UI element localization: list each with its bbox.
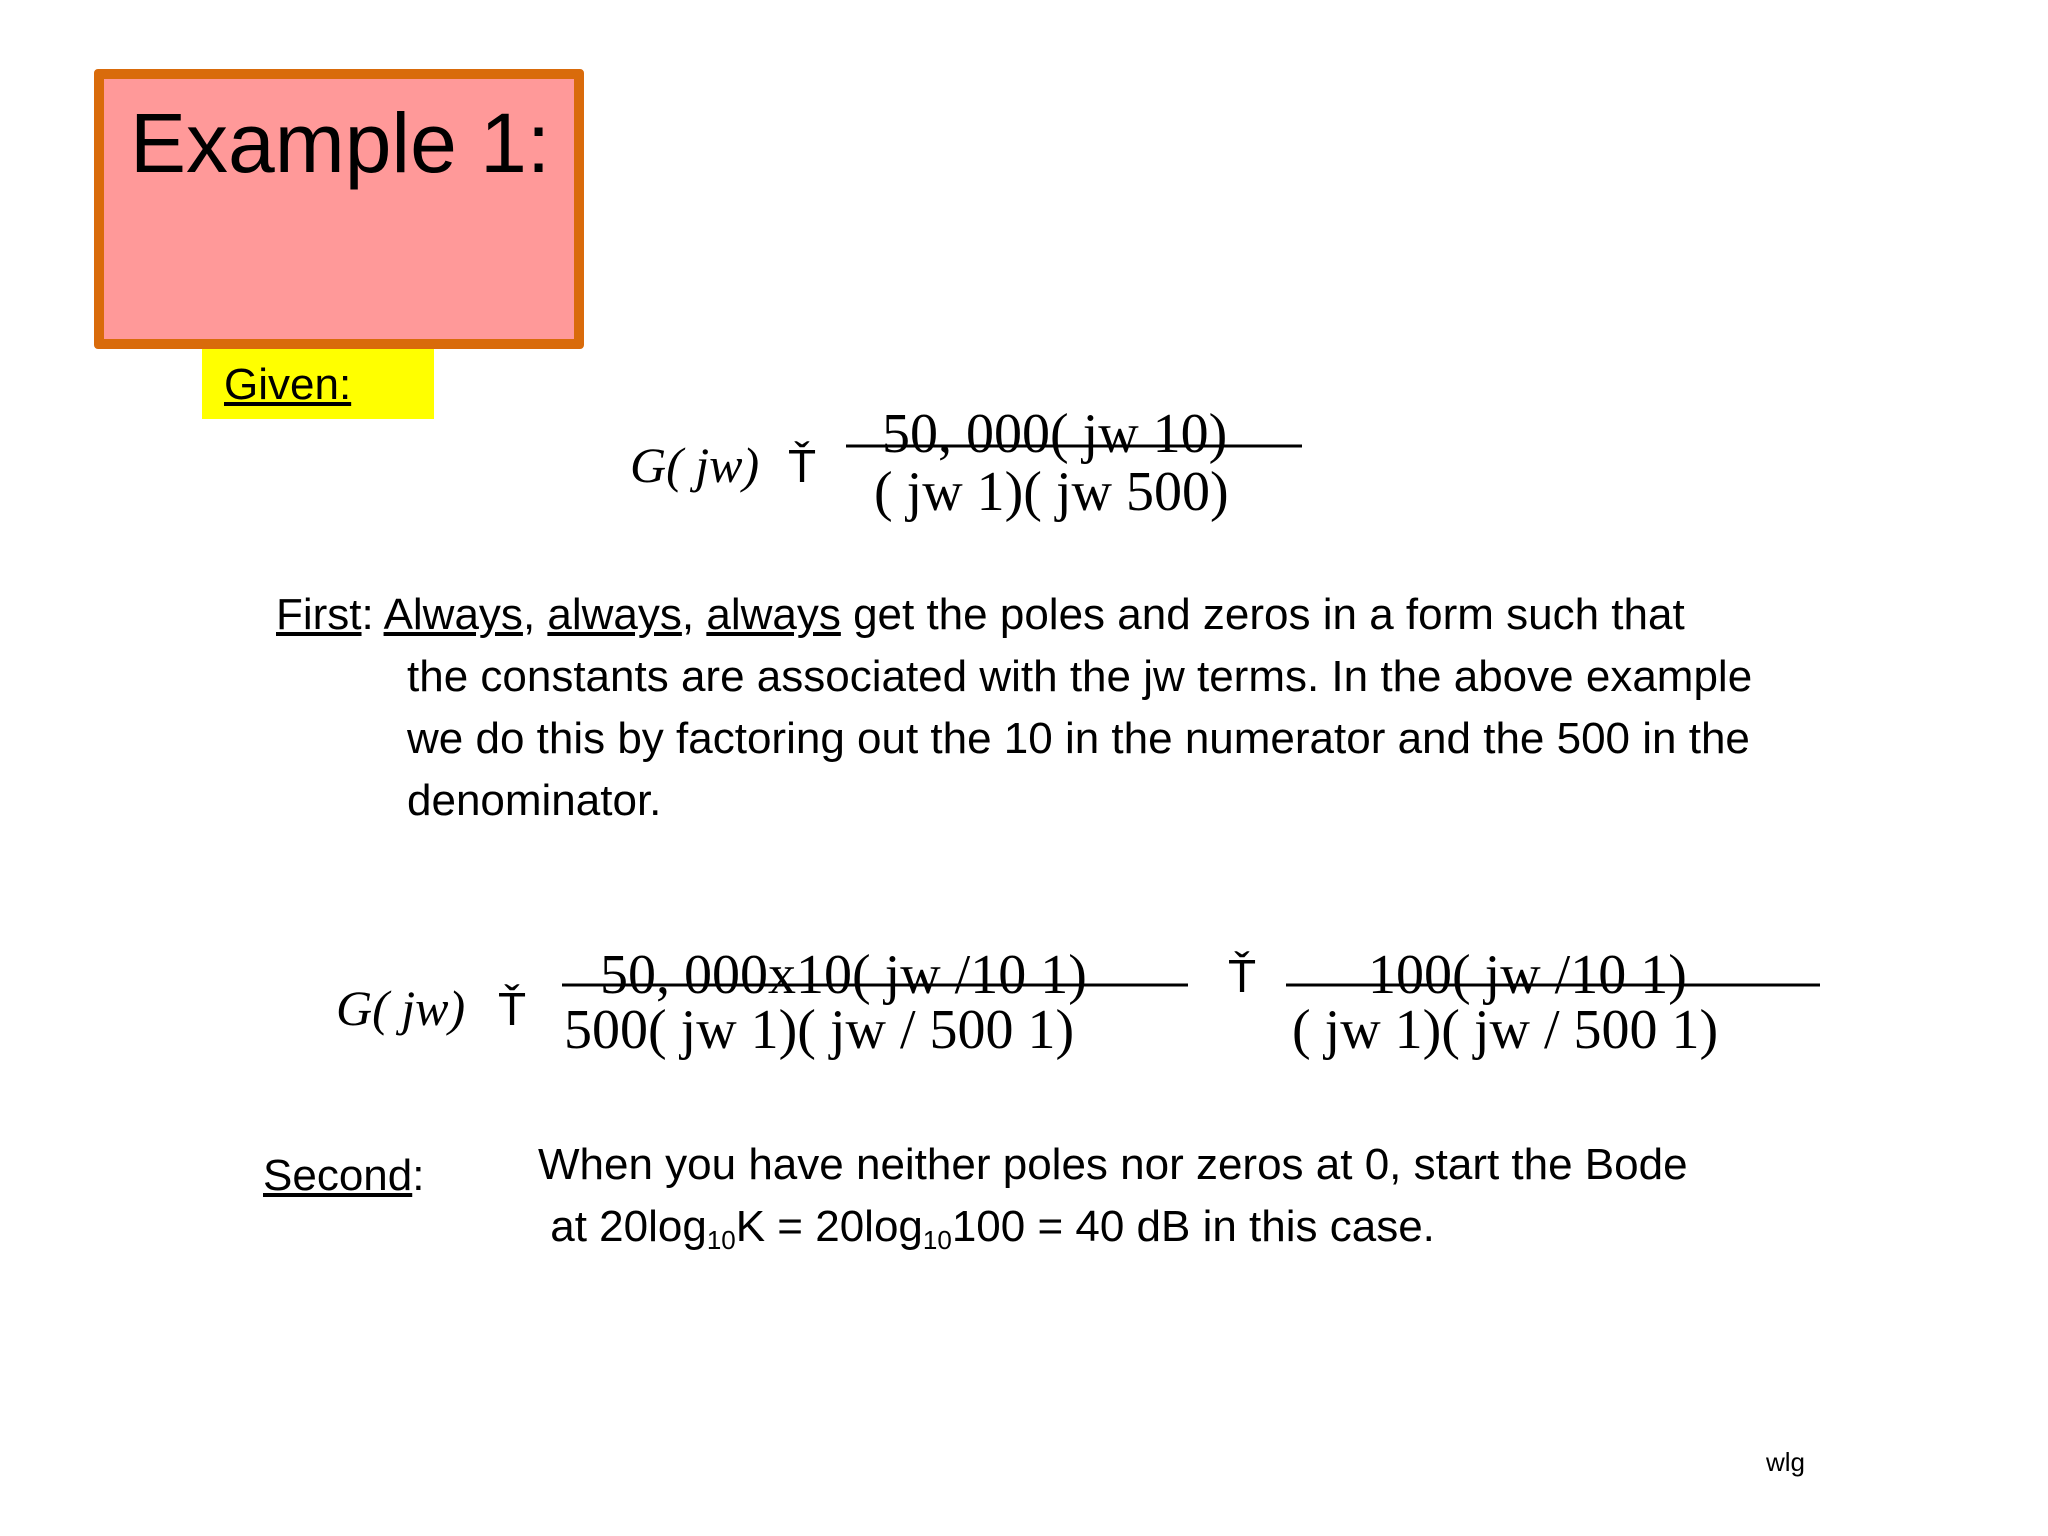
- footer-initials: wlg: [1766, 1447, 1806, 1477]
- separator-1: ,: [522, 590, 548, 639]
- second-line-2: [538, 1196, 1688, 1258]
- first-paragraph: [276, 584, 1916, 832]
- eq2-relation-2: Ť: [1228, 950, 1257, 1002]
- second-line-2-a: at 20log: [538, 1202, 707, 1251]
- first-label: First: [276, 590, 362, 639]
- equation-2: [336, 944, 1820, 1061]
- second-line-2-c: 100 = 40 dB in this case.: [951, 1202, 1435, 1251]
- eq2-numerator-1: 50, 000x10( jw /10 1): [600, 944, 1087, 1006]
- log-base-1: 10: [706, 1225, 736, 1255]
- equation-1: [630, 403, 1302, 523]
- given-highlight: [202, 349, 434, 419]
- log-base-2: 10: [922, 1225, 952, 1255]
- eq2-denominator-2: ( jw 1)( jw / 500 1): [1292, 999, 1719, 1061]
- second-colon: :: [412, 1151, 425, 1200]
- second-line-2-b: K = 20log: [735, 1202, 923, 1251]
- eq2-denominator-1: 500( jw 1)( jw / 500 1): [564, 999, 1075, 1061]
- second-label: Second: [263, 1151, 413, 1200]
- eq2-numerator-2: 100( jw /10 1): [1368, 944, 1687, 1006]
- eq1-relation: Ť: [788, 440, 817, 492]
- eq1-denominator: ( jw 1)( jw 500): [874, 461, 1229, 523]
- second-line-1: When you have neither poles nor zeros at 0, start the Bode: [538, 1140, 1688, 1189]
- eq1-lhs: G( jw): [630, 437, 760, 493]
- first-colon: :: [361, 590, 384, 639]
- second-label-container: [263, 1151, 425, 1200]
- always-word-1: Always: [383, 590, 523, 639]
- first-line-1-rest: get the poles and zeros in a form such that: [840, 590, 1685, 639]
- first-line-3: we do this by factoring out the 10 in the numerator and the 500 in the: [407, 714, 1750, 763]
- first-line-1: [276, 584, 1916, 646]
- eq2-relation-1: Ť: [498, 983, 527, 1035]
- slide-title: Example 1:: [130, 96, 551, 190]
- always-word-2: always: [547, 590, 682, 639]
- eq1-numerator: 50, 000( jw 10): [882, 403, 1228, 465]
- separator-2: ,: [681, 590, 707, 639]
- given-label: Given:: [224, 360, 352, 409]
- title-box: [94, 69, 584, 349]
- first-line-2: the constants are associated with the jw terms. In the above example: [407, 652, 1753, 701]
- eq2-lhs: G( jw): [336, 980, 466, 1036]
- always-word-3: always: [706, 590, 841, 639]
- first-line-4: denominator.: [407, 776, 662, 825]
- second-paragraph: [538, 1134, 1688, 1258]
